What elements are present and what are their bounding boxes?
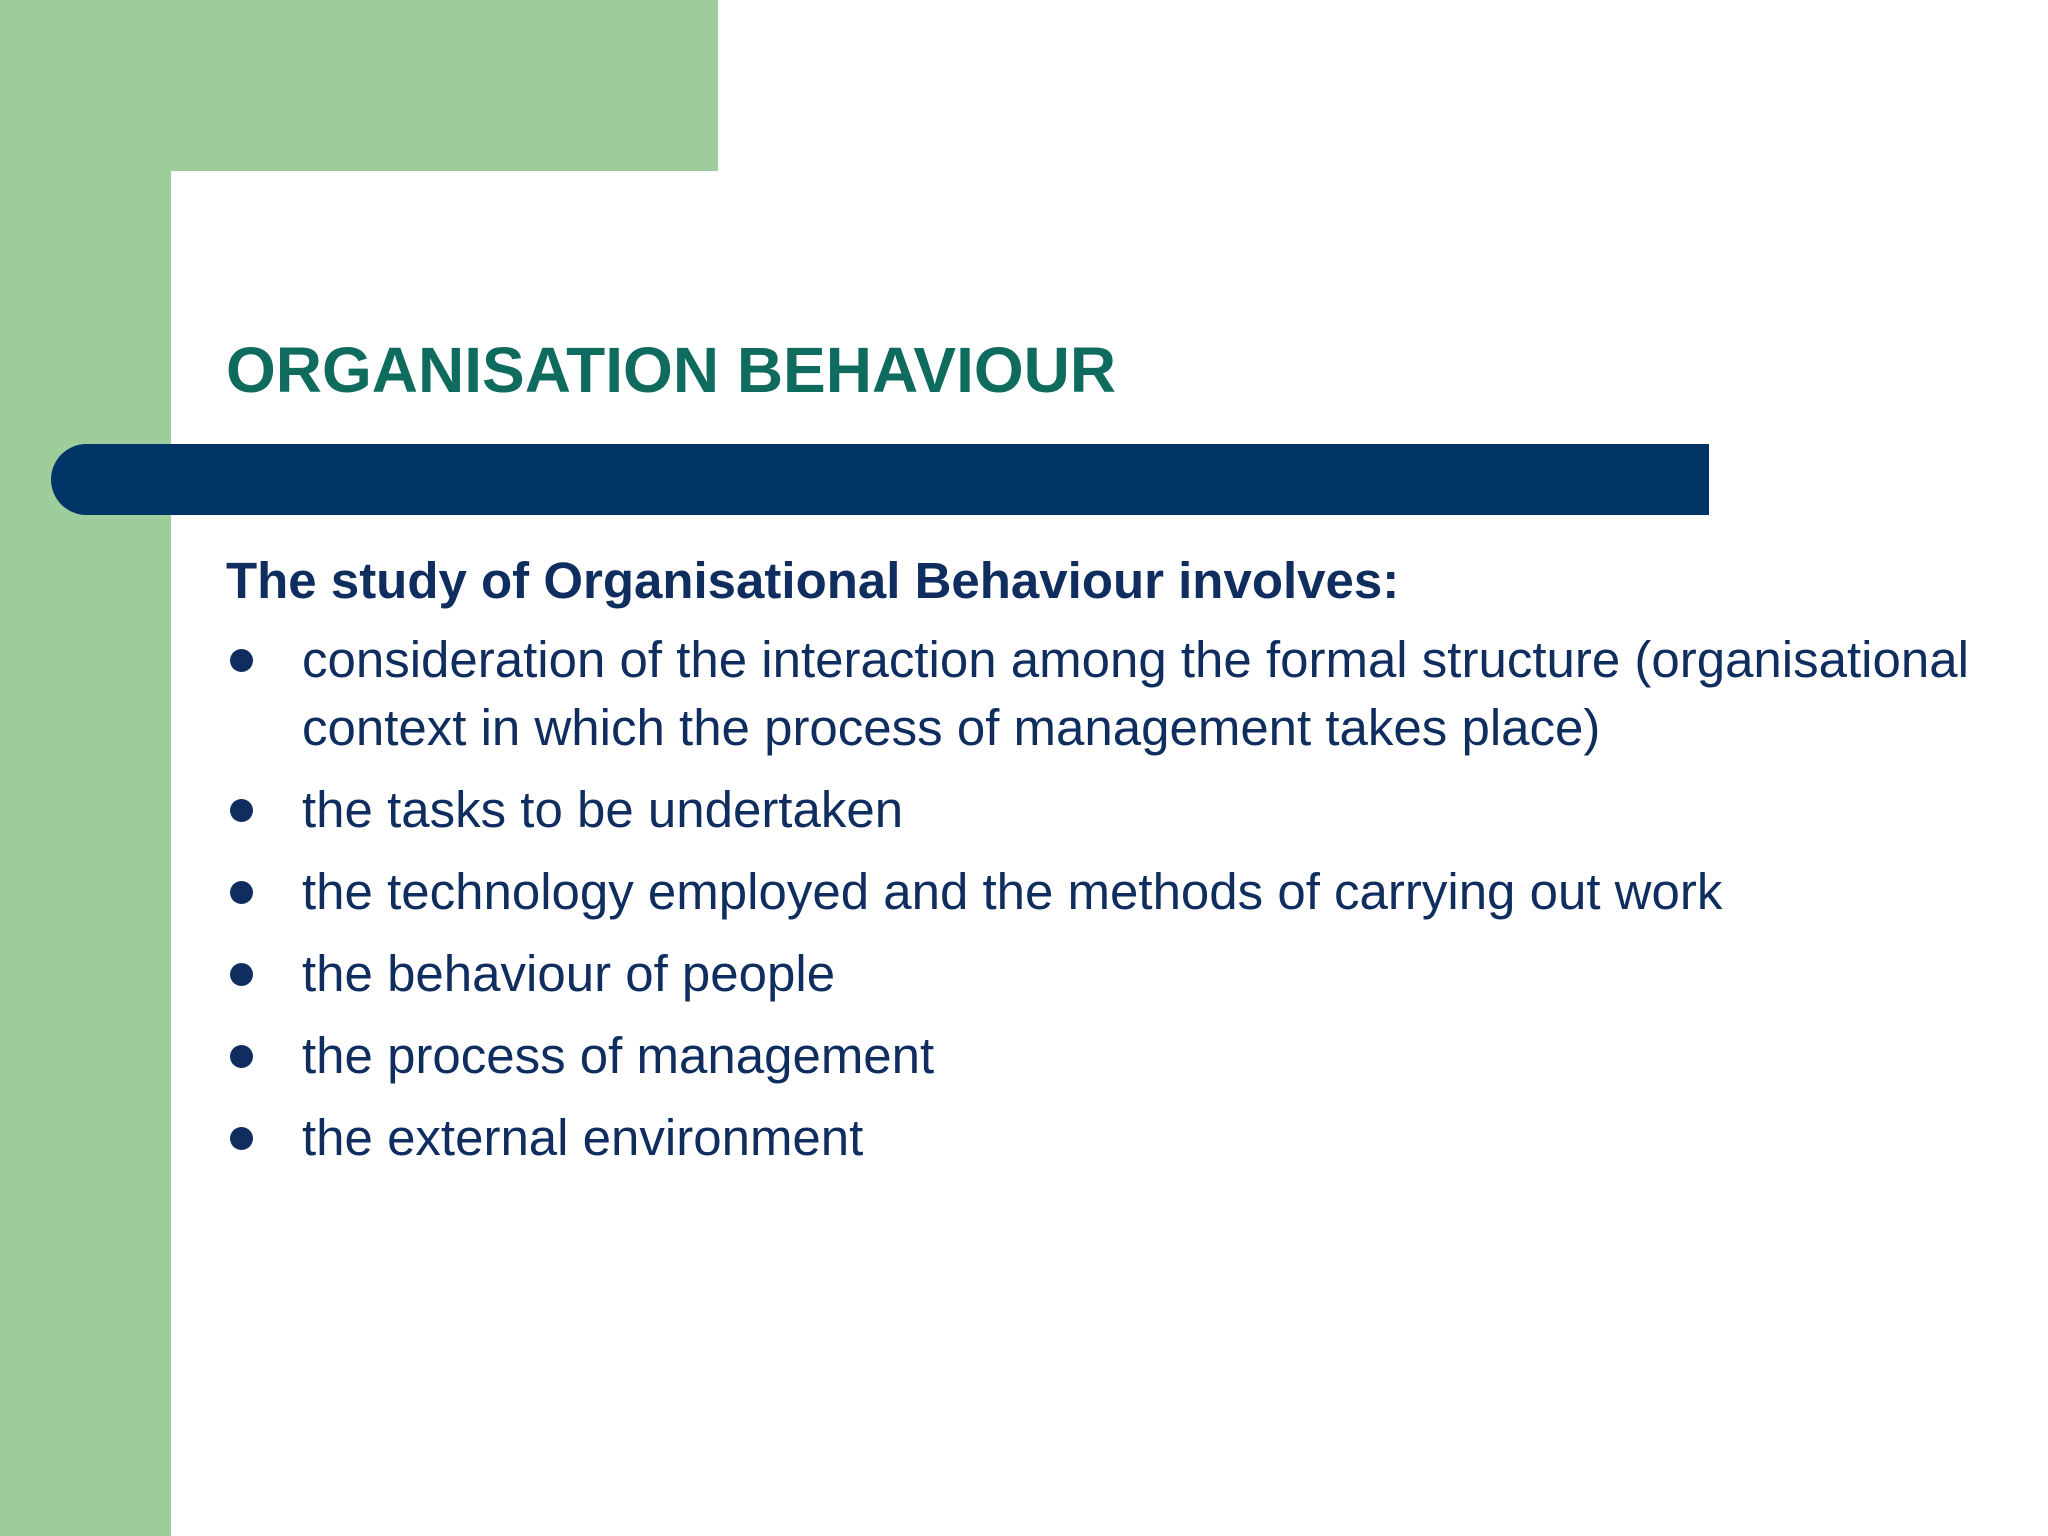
green-side-bar xyxy=(0,0,171,1536)
bullet-item xyxy=(226,1022,2026,1090)
bullet-item xyxy=(226,1104,2026,1172)
bullet-item xyxy=(226,940,2026,1008)
bullet-dot-icon xyxy=(230,1045,253,1068)
bullet-dot-icon xyxy=(230,799,253,822)
bullet-dot-icon xyxy=(230,1127,253,1150)
bullet-text: the process of management xyxy=(302,1027,935,1084)
bullet-dot-icon xyxy=(230,881,253,904)
intro-text: The study of Organisational Behaviour involves: xyxy=(226,552,1400,609)
bullet-text: the external environment xyxy=(302,1109,864,1166)
bullet-dot-icon xyxy=(230,649,253,672)
bullet-dot-icon xyxy=(230,963,253,986)
bullet-item xyxy=(226,776,2026,844)
bullet-text: the technology employed and the methods of carrying out work xyxy=(302,863,1723,920)
bullet-text: consideration of the interaction among the formal structure (organisational context in which the process of management takes place) xyxy=(302,631,1969,756)
bullet-item xyxy=(226,626,2026,762)
bullet-list xyxy=(226,626,2026,1186)
bullet-item xyxy=(226,858,2026,926)
slide-title: ORGANISATION BEHAVIOUR xyxy=(226,334,1117,406)
bullet-text: the behaviour of people xyxy=(302,945,836,1002)
title-underline-bar xyxy=(51,444,1709,515)
bullet-text: the tasks to be undertaken xyxy=(302,781,904,838)
